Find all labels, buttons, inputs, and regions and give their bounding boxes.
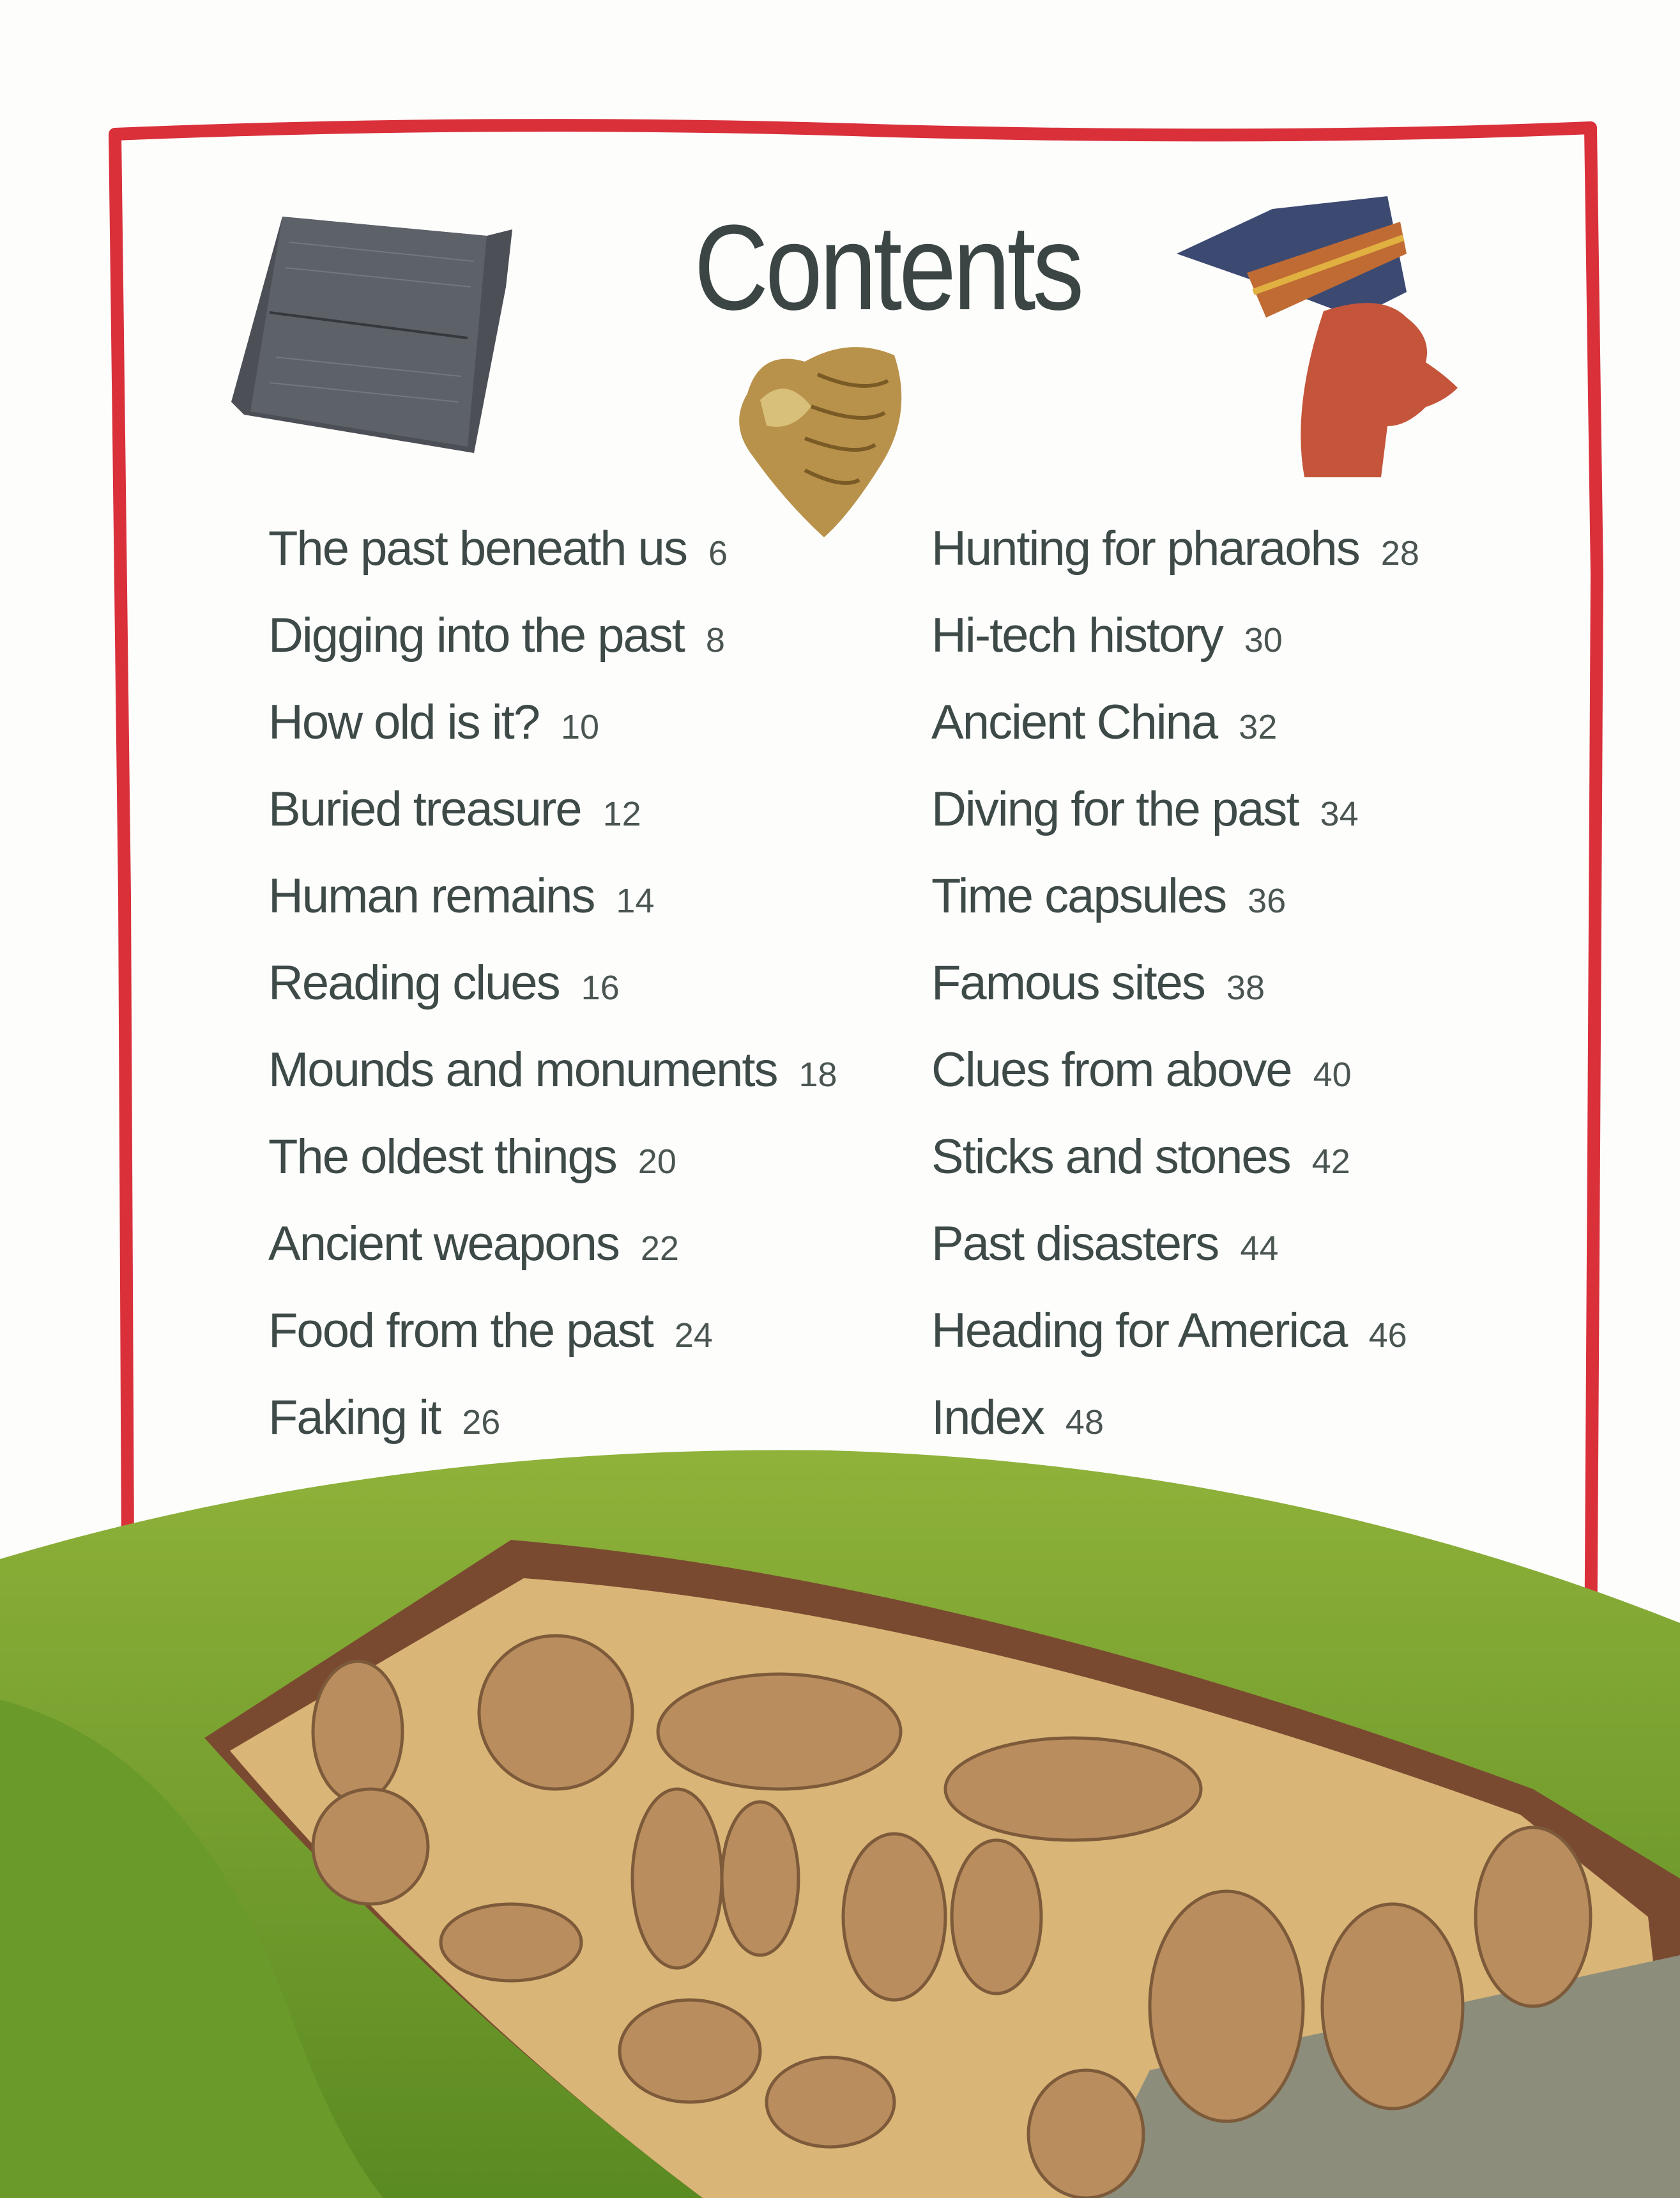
entry-title: Famous sites — [931, 956, 1205, 1010]
entry-page: 46 — [1368, 1316, 1407, 1355]
entry-title: Human remains — [268, 869, 595, 923]
contents-entry[interactable] — [931, 1303, 1419, 1390]
entry-title: The oldest things — [268, 1130, 616, 1184]
page-title: Contents — [694, 200, 1081, 335]
entry-page: 44 — [1240, 1229, 1279, 1268]
entry-title: Clues from above — [931, 1043, 1292, 1097]
entry-title: Sticks and stones — [931, 1130, 1290, 1184]
entry-page: 26 — [462, 1403, 501, 1441]
entry-page: 24 — [674, 1316, 713, 1355]
rosetta-stone-image — [231, 210, 519, 459]
entry-title: Reading clues — [268, 956, 560, 1010]
entry-title: Ancient weapons — [268, 1217, 619, 1271]
entry-page: 16 — [581, 969, 620, 1007]
nefertiti-bust-image — [1177, 196, 1480, 477]
entry-title: Food from the past — [268, 1303, 653, 1358]
contents-entry[interactable] — [931, 1042, 1419, 1129]
entry-title: Index — [931, 1390, 1044, 1445]
entry-page: 14 — [616, 882, 655, 920]
entry-page: 18 — [798, 1056, 837, 1094]
entry-page: 32 — [1239, 708, 1278, 746]
contents-entry[interactable] — [268, 1216, 837, 1303]
burial-mound-excavation-illustration — [0, 1431, 1680, 2198]
entry-title: How old is it? — [268, 695, 539, 749]
entry-page: 42 — [1311, 1142, 1350, 1181]
entry-title: Diving for the past — [931, 782, 1299, 836]
entry-title: Past disasters — [931, 1217, 1219, 1271]
entry-page: 38 — [1226, 969, 1265, 1007]
entry-title: Faking it — [268, 1390, 441, 1445]
entry-title: Hi-tech history — [931, 608, 1223, 663]
contents-entry[interactable] — [931, 608, 1419, 695]
contents-entry[interactable] — [931, 781, 1419, 868]
contents-entry[interactable] — [268, 1303, 837, 1390]
contents-right-column — [931, 521, 1419, 1477]
contents-entry[interactable] — [931, 695, 1419, 781]
contents-entry[interactable] — [931, 955, 1419, 1042]
entry-page: 6 — [708, 534, 728, 573]
contents-entry[interactable] — [268, 1129, 837, 1216]
entry-page: 8 — [705, 621, 725, 659]
entry-page: 22 — [640, 1229, 679, 1268]
gold-artifact-image — [722, 336, 920, 541]
entry-title: The past beneath us — [268, 521, 687, 576]
contents-entry[interactable] — [268, 781, 837, 868]
entry-page: 10 — [560, 708, 600, 746]
contents-entry[interactable] — [931, 1129, 1419, 1216]
entry-title: Time capsules — [931, 869, 1226, 923]
contents-entry[interactable] — [268, 1042, 837, 1129]
entry-page: 28 — [1380, 534, 1419, 573]
entry-page: 40 — [1313, 1056, 1352, 1094]
entry-title: Buried treasure — [268, 782, 581, 836]
contents-left-column — [268, 521, 837, 1477]
contents-entry[interactable] — [268, 521, 837, 608]
entry-title: Heading for America — [931, 1303, 1347, 1358]
entry-page: 48 — [1065, 1403, 1104, 1441]
contents-entry[interactable] — [268, 608, 837, 695]
contents-entry[interactable] — [268, 695, 837, 781]
contents-entry[interactable] — [931, 521, 1419, 608]
entry-title: Hunting for pharaohs — [931, 521, 1359, 576]
contents-entry[interactable] — [268, 868, 837, 955]
contents-entry[interactable] — [268, 955, 837, 1042]
contents-entry[interactable] — [931, 1216, 1419, 1303]
entry-page: 36 — [1248, 882, 1287, 920]
contents-entry[interactable] — [931, 868, 1419, 955]
entry-title: Digging into the past — [268, 608, 684, 663]
entry-page: 12 — [602, 795, 641, 833]
entry-page: 30 — [1244, 621, 1283, 659]
entry-title: Mounds and monuments — [268, 1043, 777, 1097]
entry-page: 34 — [1320, 795, 1359, 833]
entry-page: 20 — [638, 1142, 676, 1181]
entry-title: Ancient China — [931, 695, 1218, 749]
